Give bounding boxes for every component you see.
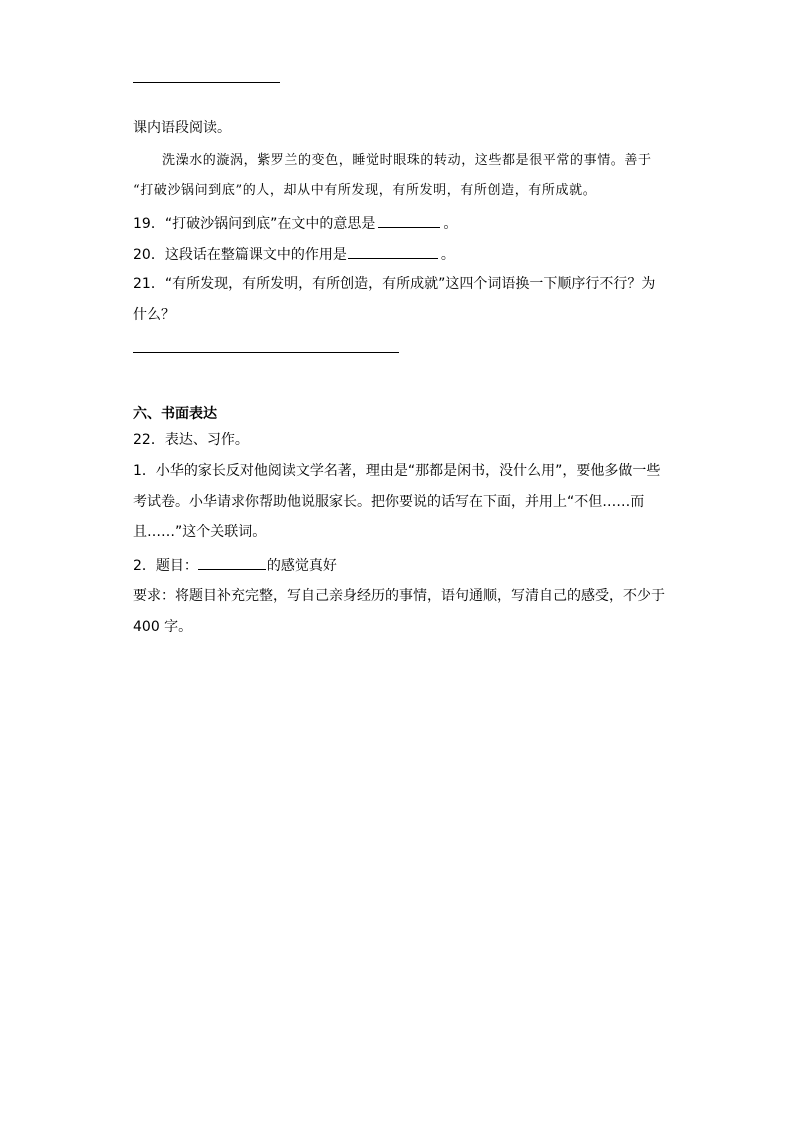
requirement-line-2: 400 字。 [133, 619, 193, 635]
writing-section-heading: 六、书面表达 [133, 406, 217, 422]
requirement-line-1: 要求：将题目补充完整，写自己亲身经历的事情，语句通顺，写清自己的感受，不少于 [133, 588, 665, 604]
task-2-title [133, 555, 337, 575]
question-19-end: 。 [443, 216, 458, 232]
passage-line-1: 洗澡水的漩涡，紫罗兰的变色，睡觉时眼珠的转动，这些都是很平常的事情。善于 [162, 153, 652, 168]
task-2-title-blank[interactable] [198, 555, 266, 570]
question-22: 22．表达、习作。 [133, 432, 249, 448]
question-21-line-2: 什么？ [133, 307, 175, 323]
task-2-label: 2．题目： [133, 558, 198, 574]
question-20-end: 。 [440, 247, 455, 263]
question-19-text: 19．“打破沙锅问到底”在文中的意思是 [133, 216, 376, 232]
task-2-suffix: 的感觉真好 [266, 558, 337, 574]
question-20-blank[interactable] [348, 244, 438, 259]
task-1-line-1: 1．小华的家长反对他阅读文学名著，理由是“那都是闲书，没什么用”，要他多做一些 [133, 463, 661, 479]
question-19 [133, 213, 457, 233]
task-1-line-3: 且……”这个关联词。 [133, 524, 267, 540]
answer-line-top [133, 82, 280, 83]
question-21-line-1: 21．“有所发现，有所发明，有所创造，有所成就”这四个词语换一下顺序行不行？为 [133, 276, 656, 292]
answer-line-21 [133, 352, 399, 353]
task-1-line-2: 考试卷。小华请求你帮助他说服家长。把你要说的话写在下面，并用上“不但……而 [133, 494, 645, 510]
question-19-blank[interactable] [378, 213, 440, 228]
question-20-text: 20．这段话在整篇课文中的作用是 [133, 247, 347, 263]
passage-line-2: “打破沙锅问到底”的人，却从中有所发现，有所发明，有所创造，有所成就。 [133, 183, 597, 198]
reading-section-title: 课内语段阅读。 [133, 120, 231, 136]
question-20 [133, 244, 455, 264]
